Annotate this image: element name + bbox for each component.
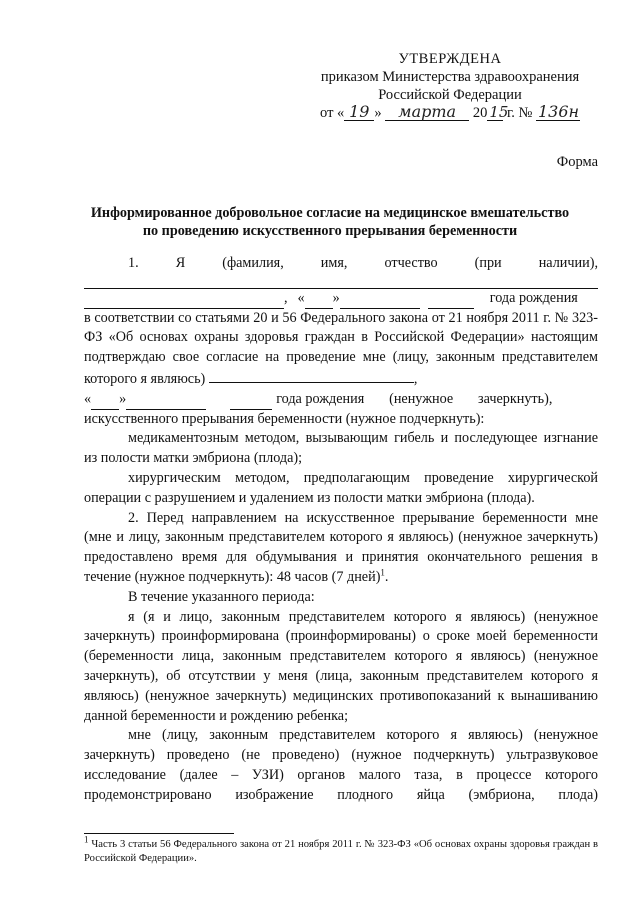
approval-line-federation: Российской Федерации <box>378 87 522 103</box>
blank-name-continued <box>84 294 284 309</box>
blank-representative-name <box>209 368 414 383</box>
blank-birth-month <box>340 294 420 309</box>
fill-line-name <box>84 274 598 289</box>
title-line-2: по проведению искусственного прерывания беременности <box>142 223 518 239</box>
year-of-birth-label: года рождения <box>489 289 578 306</box>
paragraph-informed: я (я и лицо, законным представителем которого я являюсь) (ненужное зачеркнуть) проинформирована (проинформированы) о сроке моей беременности (беременности лица, законным представителем которого я являюсь) (ненужное зачеркнуть), об отсутствии у меня (лица, законным представителем которого я являюсь) (ненужное зачеркнуть) медицинских противопоказаний к вынашиванию данной беременности и рождению ребенка; <box>84 608 598 724</box>
footnote-text: Часть 3 статьи 56 Федерального закона от 21 ноября 2011 г. № 323-ФЗ «Об основах охраны здоровья граждан в Российской Федерации». <box>84 839 598 864</box>
blank-birth-year <box>428 294 474 309</box>
blank-repr-birth-year <box>230 395 272 410</box>
order-date-line <box>300 104 600 122</box>
method-surgical: хирургическим методом, предполагающим проведение хирургической операции с разрушением и удалением из полости матки эмбриона (плода). <box>84 469 598 506</box>
paragraph-2: 2. Перед направлением на искусственное прерывание беременности мне (мне и лицу, законным представителем которого я являюсь) (ненужное зачеркнуть) предоставлено время для обдумывания и принятия окончательного решения в течение (нужное подчеркнуть): 48 часов (7 дней)$^1$. <box>84 509 598 585</box>
order-number-label: г. № <box>506 105 533 121</box>
method-medication: медикаментозным методом, вызывающим гибель и последующее изгнание из полости матки эмбриона (плода); <box>84 430 598 467</box>
quote-open: « <box>297 289 305 306</box>
paragraph-1-method-prompt: искусственного прерывания беременности (нужное подчеркнуть): <box>84 410 485 427</box>
order-month-handwritten: марта <box>385 104 469 121</box>
approval-stamp <box>300 50 600 122</box>
order-from-label: от « <box>320 105 345 121</box>
paragraph-1-consent: в соответствии со статьями 20 и 56 Федерального закона от 21 ноября 2011 г. № 323-ФЗ «Об основах охраны здоровья граждан в Российской Федерации» настоящим подтверждаю свое согласие на проведение мне (лицу, законным представителем которого я являюсь) , <box>84 309 598 387</box>
blank-full-name <box>84 274 598 289</box>
document-body <box>84 254 598 806</box>
approval-title: УТВЕРЖДЕНА <box>398 51 502 67</box>
footnote <box>84 834 598 866</box>
order-year-prefix: 20 <box>472 105 488 121</box>
comma: , <box>284 289 288 306</box>
fill-line-birth <box>84 289 598 309</box>
order-year-handwritten: 15 <box>489 103 509 121</box>
quote-open-2: « <box>84 390 92 407</box>
footnote-separator <box>84 833 234 834</box>
form-label: Форма <box>556 154 598 170</box>
blank-repr-birth-month <box>126 395 206 410</box>
order-close-quote: » <box>374 105 382 121</box>
quote-close-2: » <box>119 390 127 407</box>
quote-close: » <box>332 289 340 306</box>
blank-birth-day <box>305 294 333 309</box>
paragraph-1-intro: 1. Я (фамилия, имя, отчество (при наличии), <box>128 255 598 271</box>
order-day-handwritten: 19 <box>344 104 374 121</box>
footnote-mark: 1 <box>84 834 89 845</box>
paragraph-3: В течение указанного периода: <box>128 588 315 605</box>
fill-line-representative-birth: « » года рождения (ненужное зачеркнуть), <box>84 390 598 410</box>
footnote-ref: 1 <box>380 567 385 578</box>
paragraph-ultrasound: мне (лицу, законным представителем которого я являюсь) (ненужное зачеркнуть) проведено (не проведено) (нужное подчеркнуть) ультразвуковое исследование (далее – УЗИ) органов малого таза, в процессе которого продемонстрировано изображение плодного яйца (эмбриона, плода) <box>84 727 598 803</box>
document-title <box>60 204 600 240</box>
title-line-1: Информированное добровольное согласие на медицинское вмешательство <box>90 205 570 221</box>
order-number-handwritten: 136н <box>537 102 580 121</box>
approval-line-ministry: приказом Министерства здравоохранения <box>320 69 580 85</box>
blank-repr-birth-day <box>91 395 119 410</box>
